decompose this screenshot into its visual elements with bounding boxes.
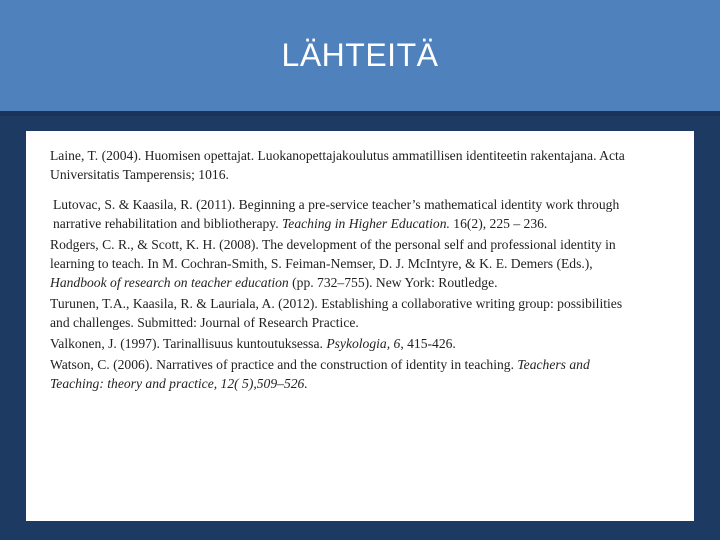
reference-details: 16(2), 225 – 236. <box>449 215 548 231</box>
reference-lutovac <box>50 195 630 234</box>
reference-list <box>50 146 630 394</box>
reference-laine <box>50 146 630 185</box>
reference-book-title: Handbook of research on teacher education <box>50 275 289 291</box>
reference-text: Watson, C. (2006). Narratives of practice and the construction of identity in teaching. <box>50 356 518 372</box>
page-title: LÄHTEITÄ <box>281 37 439 73</box>
reference-watson <box>50 355 630 394</box>
reference-valkonen <box>50 334 630 353</box>
reference-text: Turunen, T.A., Kaasila, R. & Lauriala, A. (2012). Establishing a collaborative writing group: possibilities and challenges. Submitted: Journal of Research Practice. <box>50 296 623 331</box>
title-divider <box>0 111 720 116</box>
reference-text: Rodgers, C. R., & Scott, K. H. (2008). The development of the personal self and professional identity in learning to teach. In M. Cochran-Smith, S. Feiman-Nemser, D. J. McIntyre, & K. E. Demers (Eds.), <box>50 236 616 271</box>
reference-text: Lutovac, S. & Kaasila, R. (2011). Beginning a pre-service teacher’s mathematical identity work through narrative rehabilitation and bibliotherapy. <box>53 196 620 231</box>
reference-journal: Psykologia, 6 <box>326 336 401 352</box>
title-bar <box>0 0 720 111</box>
reference-text: Laine, T. (2004). Huomisen opettajat. Luokanopettajakoulutus ammatillisen identiteetin rakentajana. Acta Universitatis Tamperensis; 1016. <box>50 148 625 183</box>
reference-journal: Teaching in Higher Education. <box>282 215 450 231</box>
reference-text: Valkonen, J. (1997). Tarinallisuus kuntoutuksessa. <box>50 336 327 352</box>
reference-details: (pp. 732–755). New York: Routledge. <box>288 275 498 291</box>
reference-journal: Teachers and Teaching: theory and practice, 12( 5),509–526. <box>50 356 590 392</box>
reference-rodgers <box>50 235 630 293</box>
reference-details: , 415-426. <box>400 336 456 352</box>
content-panel <box>26 131 694 521</box>
reference-turunen <box>50 294 630 333</box>
